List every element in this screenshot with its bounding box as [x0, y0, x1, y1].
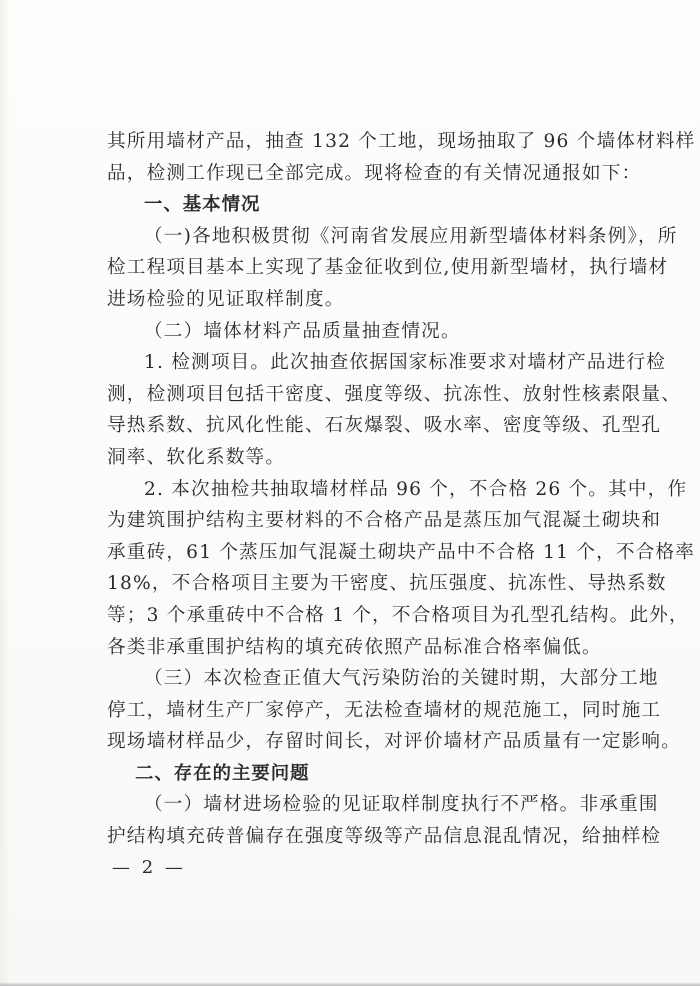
page-number: — 2 —: [112, 857, 186, 878]
body-line: （一)各地积极贯彻《河南省发展应用新型墙体材料条例》，所: [144, 225, 678, 247]
section-heading-basic-situation: 一、基本情况: [144, 194, 261, 216]
body-line: 1. 检测项目。此次抽查依据国家标准要求对墙材产品进行检: [144, 352, 667, 374]
body-line: 各类非承重围护结构的填充砖依照产品标准合格率偏低。: [107, 636, 602, 658]
body-line: （三）本次检查正值大气污染防治的关键时期，大部分工地: [144, 668, 659, 690]
body-line: 洞率、软化系数等。: [107, 446, 286, 468]
body-line: 护结构填充砖普偏存在强度等级等产品信息混乱情况，给抽样检: [107, 826, 662, 848]
section-heading-main-problems: 二、存在的主要问题: [135, 762, 310, 784]
body-line: 测，检测项目包括干密度、强度等级、抗冻性、放射性核素限量、: [107, 383, 682, 405]
body-line: 品，检测工作现已全部完成。现将检查的有关情况通报如下：: [107, 162, 642, 184]
body-line: 等；3 个承重砖中不合格 1 个，不合格项目为孔型孔结构。此外，: [107, 604, 689, 626]
subsection-heading: （二）墙体材料产品质量抽查情况。: [144, 320, 461, 342]
body-line: 为建筑围护结构主要材料的不合格产品是蒸压加气混凝土砌块和: [107, 510, 662, 532]
body-line: 检工程项目基本上实现了基金征收到位,使用新型墙材，执行墙材: [107, 257, 669, 279]
body-line: 2. 本次抽检共抽取墙材样品 96 个，不合格 26 个。其中，作: [144, 478, 688, 500]
body-line: 其所用墙材产品，抽查 132 个工地，现场抽取了 96 个墙体材料样: [107, 131, 696, 152]
body-line: 进场检验的见证取样制度。: [107, 288, 345, 310]
body-line: （一）墙材进场检验的见证取样制度执行不严格。非承重围: [144, 794, 659, 816]
document-body: [107, 126, 696, 853]
body-line: 18%，不合格项目主要为干密度、抗压强度、抗冻性、导热系数: [107, 573, 667, 595]
body-line: 导热系数、抗风化性能、石灰爆裂、吸水率、密度等级、孔型孔: [107, 415, 662, 437]
body-line: 承重砖，61 个蒸压加气混凝土砌块产品中不合格 11 个，不合格率: [107, 541, 696, 563]
body-line: 现场墙材样品少，存留时间长，对评价墙材产品质量有一定影响。: [107, 731, 682, 753]
body-line: 停工，墙材生产厂家停产，无法检查墙材的规范施工，同时施工: [107, 699, 662, 721]
